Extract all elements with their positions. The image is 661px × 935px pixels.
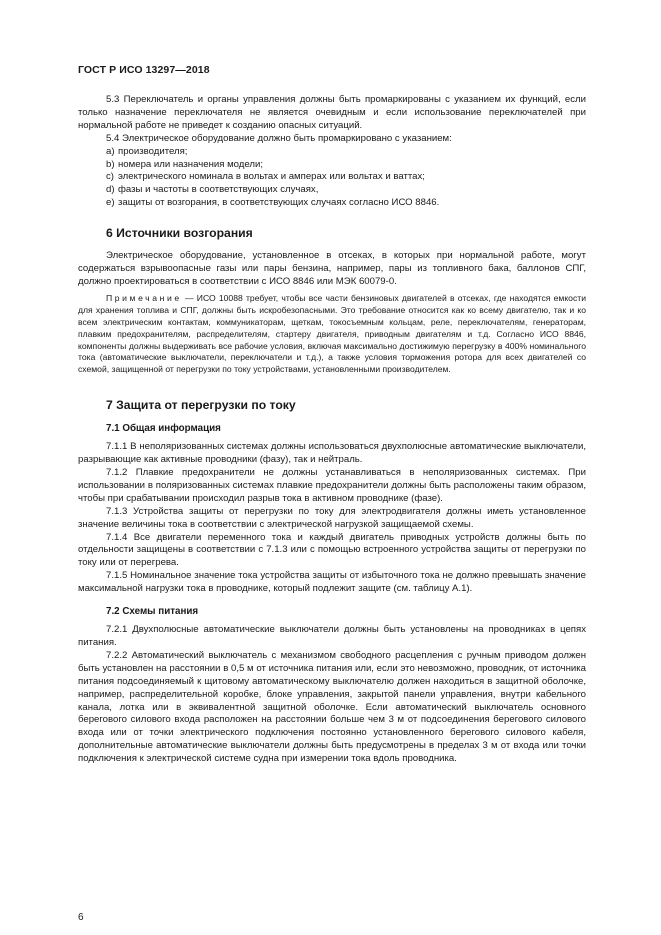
clause-7-1-2: 7.1.2 Плавкие предохранители не должны устанавливаться в неполяризованных системах. При использовании в поляризованных системах плавкие предохранители должны быть расположены таким образом, чтобы при срабатывании происходил разрыв тока в активном проводнике (фазе). [78, 467, 586, 504]
list-text: номера или назначения модели; [118, 158, 264, 170]
list-marker: d) [106, 184, 115, 196]
list-marker: a) [106, 145, 115, 157]
subsection-7-2-heading: 7.2 Схемы питания [106, 606, 199, 618]
clause-7-2-2: 7.2.2 Автоматический выключатель с механизмом свободного расцепления с ручным приводом должен быть установлен на расстоянии в 0,5 м от источника питания или, если это невозможно, проводник, от источника питания подсоединяемый к щитовому автоматическому выключателю должен находиться в защитной оболочке, например, распределительной коробке, блоке управления, закрытой панели управления, внутри кабельного канала, лотка или в эквивалентной защитной оболочке. Если автоматический выключатель основного берегового силового входа расположен на расстоянии больше чем 3 м от подсоединения берегового силового входа или от точки электрического подключения постоянно установленного берегового силового кабеля, дополнительные автоматические выключатели должны быть предусмотрены в пределах 3 м от входа или точки подключения к электрической системе судна при измерении тока вдоль проводника. [78, 649, 586, 765]
clause-7-1-1: 7.1.1 В неполяризованных системах должны использоваться двухполюсные автоматические выключатели, разрывающие как активные проводники (фазу), так и нейтраль. [78, 441, 586, 466]
marking-list [78, 146, 586, 211]
subsection-7-1-heading: 7.1 Общая информация [106, 423, 221, 435]
note-label: Примечание [106, 292, 182, 303]
clause-7-2-1: 7.2.1 Двухполюсные автоматические выключатели должны быть установлены на проводниках в цепях питания. [78, 624, 586, 648]
section-6-heading: 6 Источники возгорания [106, 226, 253, 241]
clause-5-3: 5.3 Переключатель и органы управления должны быть промаркированы с указанием их функций, если только назначение переключателя не является очевидным и если использование переключателей при нормальной работе не приведет к созданию опасных ситуаций. [78, 94, 586, 131]
list-text: электрического номинала в вольтах и амперах или вольтах и ваттах; [118, 171, 425, 183]
section-6-text: Электрическое оборудование, установленное в отсеках, в которых при нормальной работе, могут содержаться взрывоопасные газы или пары бензина, например, пары из топливного бака, баллонов СПГ, должно проектироваться в соответствии с ИСО 8846 или МЭК 60079-0. [78, 250, 586, 287]
section-6-note [78, 293, 586, 376]
list-text: производителя; [118, 145, 188, 157]
list-item [78, 171, 586, 184]
clause-5-4: 5.4 Электрическое оборудование должно быть промаркировано с указанием: [106, 132, 452, 144]
clause-7-1-4: 7.1.4 Все двигатели переменного тока и каждый двигатель приводных устройств должны быть по отдельности защищены в соответствии с 7.1.3 или с помощью встроенного устройства защиты от перегрузки по току или от перегрева. [78, 531, 586, 569]
list-text: защиты от возгорания, в соответствующих случаях согласно ИСО 8846. [118, 197, 440, 209]
clause-7-1-5: 7.1.5 Номинальное значение тока устройства защиты от избыточного тока не должно превышать значение максимальной нагрузки тока в проводнике, который подлежит защите (см. таблицу А.1). [78, 570, 586, 595]
list-marker: b) [106, 158, 115, 170]
page-number: 6 [78, 912, 84, 923]
note-text: — ИСО 10088 требует, чтобы все части бензиновых двигателей в отсеках, где находятся емкости для хранения топлива и СПГ, должны быть искробезопасными. Это требование относится как ко всему двигателю, так и ко всем электрическим контактам, коммуникаторам, щеткам, токосъемным кольцам, реле, переключателям, генераторам, плавким предохранителям, распределителям, стартеру двигателя, приводным двигателям и т.д. Согласно ИСО 8846, компоненты должны выдерживать все рабочие условия, включая максимально достижимую перегрузку в 400% номинального тока (автоматические выключатели, переключатели и т.д.), а также условия торможения ротора для всех двигателей со схемой, защищенной от перегрузки по току устройствами, установленными производителем. [78, 292, 586, 375]
page-header-title: ГОСТ Р ИСО 13297—2018 [78, 64, 210, 76]
list-text: фазы и частоты в соответствующих случаях, [118, 184, 319, 196]
list-marker: c) [106, 171, 114, 183]
page-content [78, 94, 586, 766]
section-7-heading: 7 Защита от перегрузки по току [106, 398, 296, 413]
list-item [78, 184, 586, 197]
list-item [78, 146, 586, 159]
clause-7-1-3: 7.1.3 Устройства защиты от перегрузки по току для электродвигателя должны иметь установленное значение величины тока в соответствии с электрической нагрузкой защищаемой схемы. [78, 505, 586, 530]
list-item [78, 159, 586, 172]
list-marker: e) [106, 197, 115, 209]
list-item [78, 197, 586, 210]
